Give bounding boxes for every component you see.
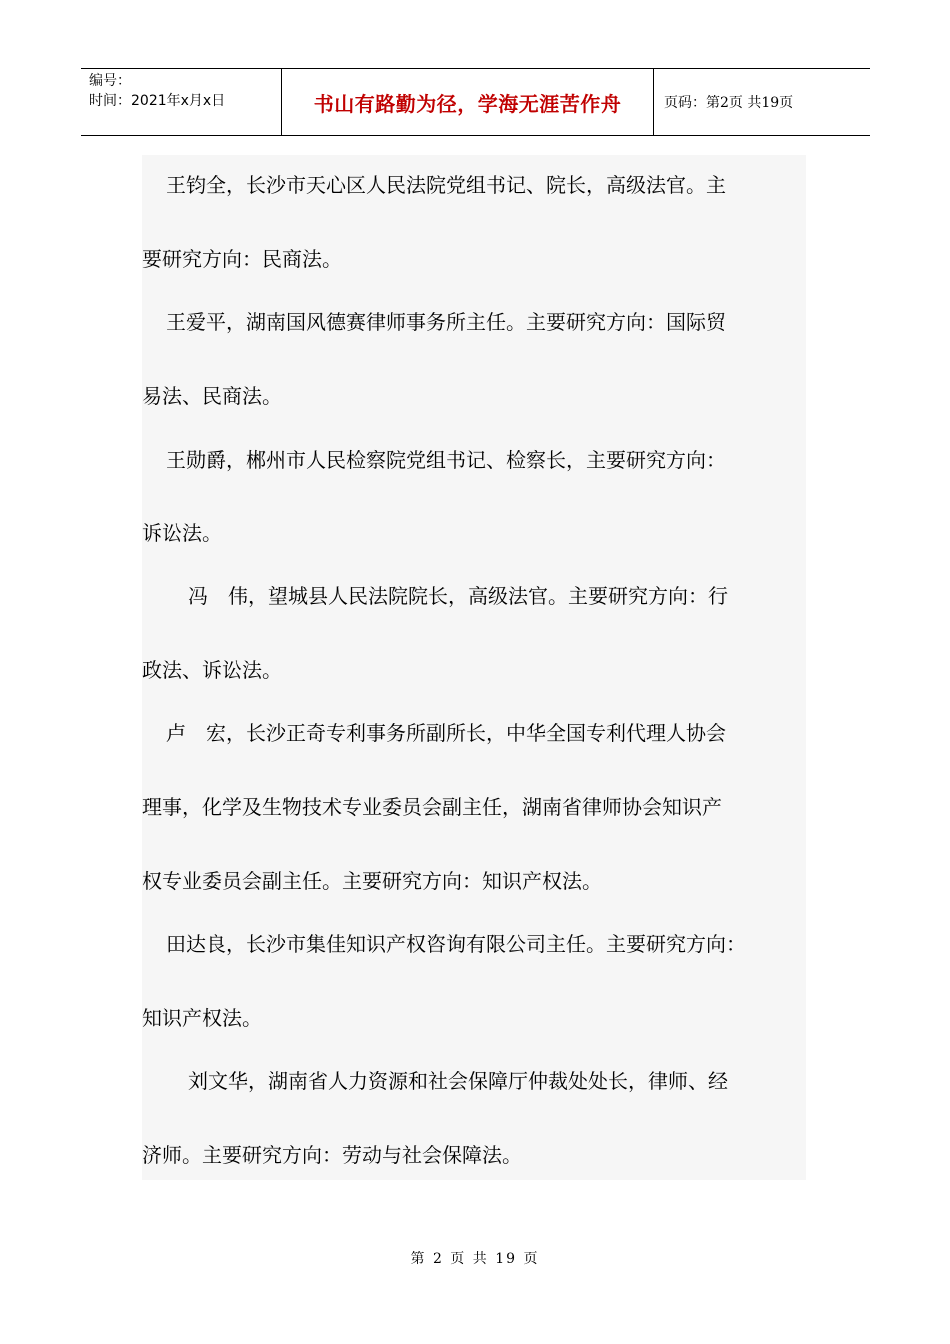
document-body	[142, 155, 806, 1180]
page-header	[81, 68, 870, 136]
text-line: 知识产权法。	[142, 1006, 262, 1030]
text-line: 易法、民商法。	[142, 384, 282, 408]
text-line: 冯 伟，望城县人民法院院长，高级法官。主要研究方向：行	[188, 584, 728, 608]
header-page-info: 页码：第2页 共19页	[664, 95, 794, 111]
document-number-label: 编号：	[89, 73, 131, 89]
text-line: 要研究方向：民商法。	[142, 247, 342, 271]
text-line: 王勋爵，郴州市人民检察院党组书记、检察长，主要研究方向：	[166, 448, 726, 472]
text-line: 政法、诉讼法。	[142, 658, 282, 682]
text-line: 诉讼法。	[142, 521, 222, 545]
document-time-label: 时间：2021年x月x日	[89, 93, 226, 109]
text-line: 王钧全，长沙市天心区人民法院党组书记、院长，高级法官。主	[166, 173, 726, 197]
header-meta	[81, 69, 282, 135]
header-motto-cell	[282, 69, 654, 135]
page-footer: 第 2 页 共 19 页	[410, 1251, 540, 1267]
text-line: 王爱平，湖南国风德赛律师事务所主任。主要研究方向：国际贸	[166, 310, 726, 334]
text-line: 刘文华，湖南省人力资源和社会保障厅仲裁处处长，律师、经	[188, 1069, 728, 1093]
text-line: 济师。主要研究方向：劳动与社会保障法。	[142, 1143, 522, 1167]
header-motto: 书山有路勤为径，学海无涯苦作舟	[313, 91, 622, 116]
text-line: 权专业委员会副主任。主要研究方向：知识产权法。	[142, 869, 602, 893]
text-line: 田达良，长沙市集佳知识产权咨询有限公司主任。主要研究方向：	[166, 932, 746, 956]
text-line: 理事，化学及生物技术专业委员会副主任，湖南省律师协会知识产	[142, 795, 722, 819]
text-line: 卢 宏，长沙正奇专利事务所副所长，中华全国专利代理人协会	[166, 721, 726, 745]
